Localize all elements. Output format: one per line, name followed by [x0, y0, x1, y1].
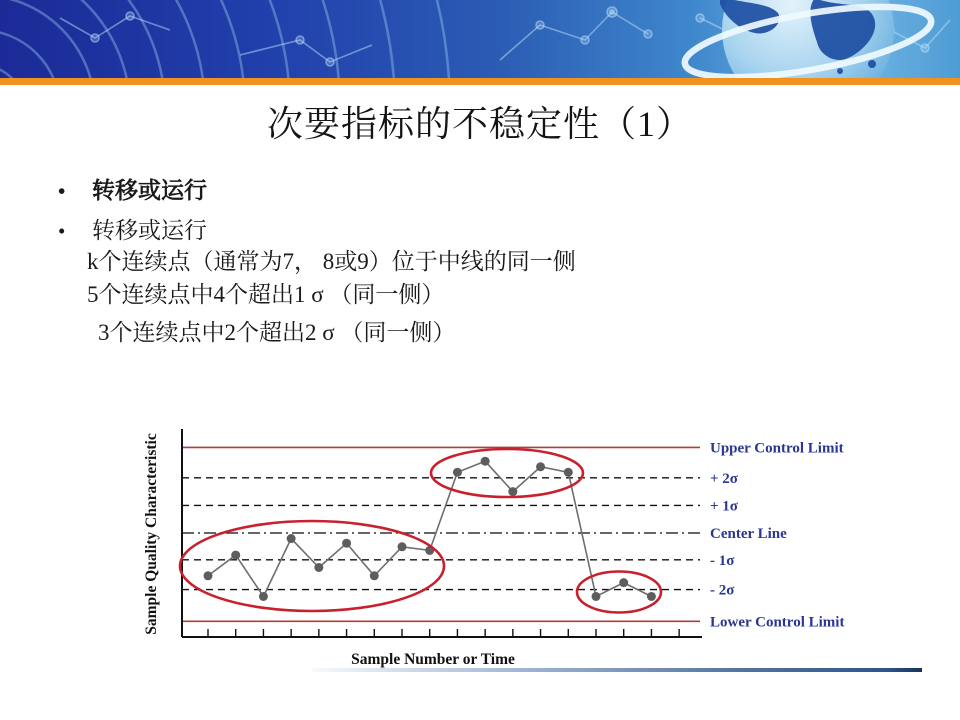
- highlight-ellipses: [180, 449, 661, 613]
- highlight-ellipse: [577, 572, 661, 613]
- refline-label-minus2: - 2σ: [710, 582, 735, 599]
- highlight-ellipse: [180, 521, 444, 611]
- data-point: [342, 539, 351, 548]
- rule-line-2: 5个连续点中4个超出1 σ （同一侧）: [87, 282, 445, 307]
- data-point: [287, 534, 296, 543]
- data-point: [481, 457, 490, 466]
- bullet-icon: •: [58, 219, 66, 243]
- data-point: [536, 462, 545, 471]
- data-point: [619, 578, 628, 587]
- globe-icon: [680, 0, 936, 78]
- data-point: [204, 571, 213, 580]
- x-ticks: [208, 629, 679, 637]
- data-point: [259, 592, 268, 601]
- arc-decoration: [0, 0, 450, 78]
- refline-label-center: Center Line: [710, 526, 787, 542]
- y-axis-label: Sample Quality Characteristic: [143, 433, 160, 635]
- refline-label-plus1: + 1σ: [710, 498, 738, 515]
- page-title: 次要指标的不稳定性（1）: [266, 104, 693, 144]
- refline-label-ucl: Upper Control Limit: [710, 440, 844, 457]
- bullet-item-2: [58, 212, 207, 245]
- bottom-divider: [312, 668, 922, 672]
- data-line: [208, 461, 651, 596]
- data-point: [314, 563, 323, 572]
- data-point: [397, 542, 406, 551]
- x-axis-label: Sample Number or Time: [351, 651, 515, 668]
- data-point: [453, 468, 462, 477]
- limit-labels: [710, 440, 844, 630]
- accent-bar: [0, 78, 960, 85]
- data-point: [231, 551, 240, 560]
- data-point: [591, 592, 600, 601]
- data-point: [647, 592, 656, 601]
- rule-line-1: k个连续点（通常为7， 8或9）位于中线的同一侧: [87, 249, 576, 274]
- bullet-icon: •: [58, 179, 66, 203]
- refline-label-minus1: - 1σ: [710, 552, 735, 569]
- data-point: [508, 487, 517, 496]
- rule-line-3: 3个连续点中2个超出2 σ （同一侧）: [98, 320, 456, 345]
- bullet-1-label: 转移或运行: [92, 178, 207, 203]
- banner-decoration: [0, 0, 960, 78]
- header-banner: [0, 0, 960, 78]
- data-point: [564, 468, 573, 477]
- bullet-item-1: [58, 172, 207, 205]
- refline-label-lcl: Lower Control Limit: [710, 614, 845, 631]
- refline-label-plus2: + 2σ: [710, 470, 738, 487]
- data-point: [370, 571, 379, 580]
- control-chart: [140, 424, 955, 676]
- bullet-2-label: 转移或运行: [92, 218, 207, 243]
